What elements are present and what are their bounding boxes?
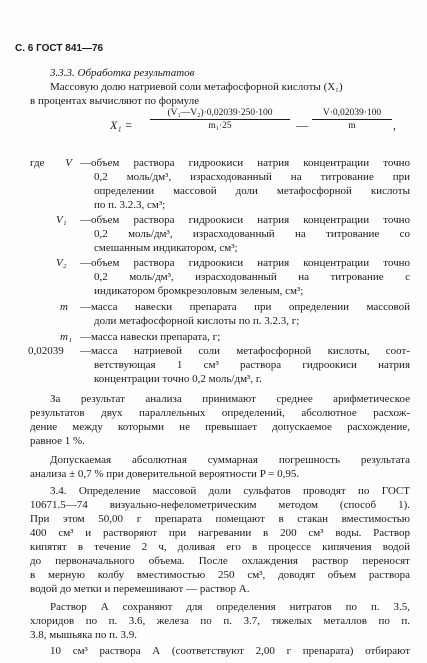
symbol-V2: V₂ xyxy=(56,257,67,269)
symbol-m1: m₁ xyxy=(60,331,72,343)
sulfate-line-6: до первоначального объема. После охлаждения раствор переносят xyxy=(30,555,410,567)
def-V2-line-2: 0,2 моль/дм³, израсходованный на титрование с xyxy=(94,271,410,283)
fraction-1-numerator: (V₁—V₂)·0,02039·250·100 xyxy=(150,108,290,120)
symbol-coefficient: 0,02039 xyxy=(28,345,64,357)
symbol-m: m xyxy=(60,301,68,313)
solution-a-line-2: хлоридов по п. 3.6, железа по п. 3.7, тяжелых металлов по п. xyxy=(30,615,410,627)
def-V1-line-2: 0,2 моль/дм³, израсходованный на титрование со xyxy=(94,228,410,240)
solution-a-line-3: 3.8, мышьяка по п. 3.9. xyxy=(30,629,137,641)
formula-fraction-1 xyxy=(150,108,290,131)
def-V2-line-1: —объем раствора гидроокиси натрия концентрации точно xyxy=(80,257,410,269)
sulfate-line-5: кипятят в течение 2 ч, доливая его в процессе кипячения водой xyxy=(30,541,410,553)
formula-comma: , xyxy=(393,118,396,132)
def-k-line-2: ветствующая 1 см³ раствора гидроокиси натрия xyxy=(94,359,410,371)
fraction-1-denominator: m₁·25 xyxy=(208,121,232,131)
def-k-line-3: концентрации точно 0,2 моль/дм³, г. xyxy=(94,373,262,385)
def-m-line-1: —масса навески препарата при определении массовой xyxy=(80,301,410,313)
sulfate-line-4: 400 см³ и растворяют при нагревании в 200 см³ воды. Раствор xyxy=(30,527,410,539)
section-title: 3.3.3. Обработка результатов xyxy=(50,67,195,79)
def-V2-line-3: индикатором бромкрезоловым зеленым, см³; xyxy=(94,285,304,297)
sulfate-line-7: в мерную колбу вместимостью 250 см³, доводят объем раствора xyxy=(30,569,410,581)
def-m1-line-1: —масса навески препарата, г; xyxy=(80,331,221,343)
sulfate-line-1: 3.4. Определение массовой доли сульфатов проводят по ГОСТ xyxy=(50,485,410,497)
def-V-line-1: —объем раствора гидроокиси натрия концентрации точно xyxy=(80,157,410,169)
def-m-line-2: доли метафосфорной кислоты по п. 3.2.3, г; xyxy=(94,315,300,327)
fraction-2-denominator: m xyxy=(348,121,356,131)
formula-lhs: X₁ = xyxy=(110,118,133,132)
solution-a-line-1: Раствор А сохраняют для определения нитратов по п. 3.5, xyxy=(50,601,410,613)
sulfate-line-3: При этом 50,00 г препарата помещают в стакан вместимостью xyxy=(30,513,410,525)
def-V1-line-3: смешанным индикатором, см³; xyxy=(94,242,238,254)
error-line-2: анализа ± 0,7 % при доверительной вероятности P = 0,95. xyxy=(30,468,300,480)
formula-fraction-2 xyxy=(312,108,392,131)
formula xyxy=(110,108,400,144)
where-label: где xyxy=(30,157,45,169)
result-line-4: равное 1 %. xyxy=(30,435,85,447)
intro-line-1: Массовую долю натриевой соли метафосфорной кислоты (X₁) xyxy=(50,81,343,93)
intro-line-2: в процентах вычисляют по формуле xyxy=(30,95,200,107)
def-k-line-1: —масса натриевой соли метафосфорной кислоты, соот- xyxy=(80,345,410,357)
symbol-V1: V₁ xyxy=(56,214,67,226)
sulfate-line-2: 10671.5—74 визуально-нефелометрическим методом (способ 1). xyxy=(30,499,410,511)
def-V1-line-1: —объем раствора гидроокиси натрия концентрации точно xyxy=(80,214,410,226)
def-V-line-4: по п. 3.2.3, см³; xyxy=(94,199,166,211)
result-line-3: дение между которыми не превышает допускаемое расхождение, xyxy=(30,421,410,433)
def-V-line-2: 0,2 моль/дм³, израсходованный на титрование при xyxy=(94,171,410,183)
result-line-2: результатов двух параллельных определений, абсолютное расхож- xyxy=(30,407,410,419)
result-line-1: За результат анализа принимают среднее арифметическое xyxy=(50,393,410,405)
aliquot-line-1: 10 см³ раствора А (соответствуют 2,00 г препарата) отбирают xyxy=(50,645,410,657)
formula-minus: — xyxy=(296,118,308,132)
fraction-2-numerator: V·0,02039·100 xyxy=(312,108,392,120)
symbol-V: V xyxy=(65,157,72,169)
page-header: С. 6 ГОСТ 841—76 xyxy=(15,43,104,54)
def-V-line-3: определении массовой доли метафосфорной кислоты xyxy=(94,185,410,197)
error-line-1: Допускаемая абсолютная суммарная погрешность результата xyxy=(50,454,410,466)
sulfate-line-8: водой до метки и перемешивают — раствор А. xyxy=(30,583,250,595)
